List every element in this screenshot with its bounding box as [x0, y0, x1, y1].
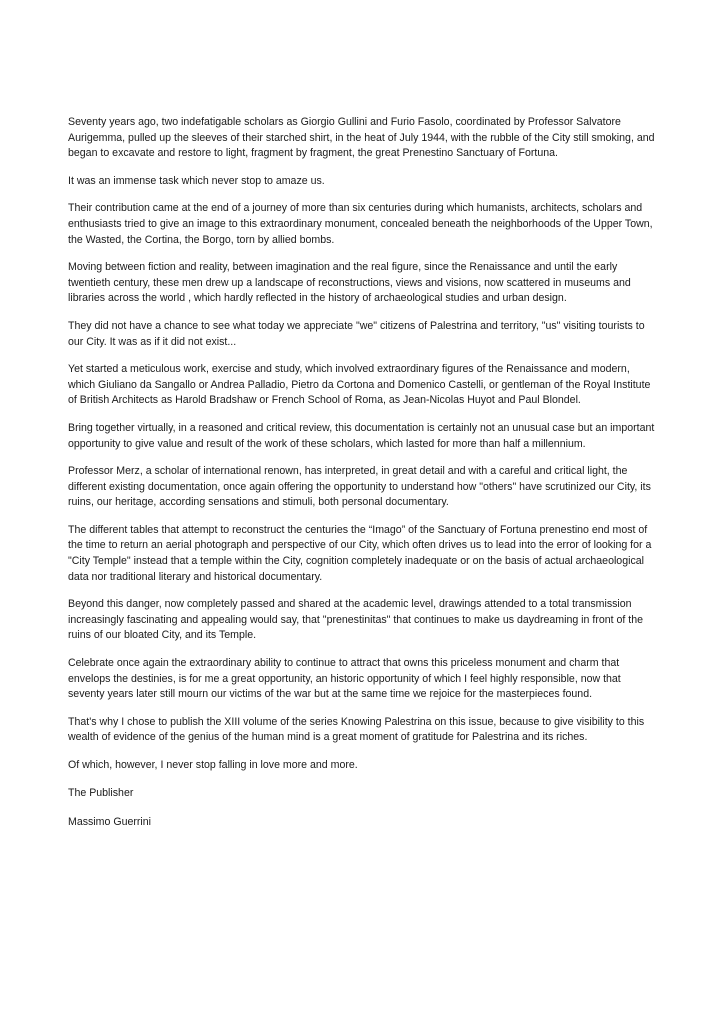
document-body: [68, 115, 656, 845]
paragraph-3: Their contribution came at the end of a journey of more than six centuries during which humanists, architects, scholars and enthusiasts tried to give an image to this extraordinary monument, concealed beneath the neighborhoods of the Upper Town, the Wasted, the Cortina, the Borgo, torn by allied bombs.: [68, 202, 653, 246]
paragraph-8: Professor Merz, a scholar of international renown, has interpreted, in great detail and with a careful and critical light, the different existing documentation, once again offering the opportunity to understand how "others" have scrutinized our City, its ruins, our heritage, according sensations and stimuli, both personal documentary.: [68, 465, 651, 509]
paragraph-13: Of which, however, I never stop falling in love more and more.: [68, 759, 358, 771]
paragraph-5: They did not have a chance to see what today we appreciate "we" citizens of Palestrina and territory, "us" visiting tourists to our City. It was as if it did not exist...: [68, 319, 645, 348]
paragraph-10: Beyond this danger, now completely passed and shared at the academic level, drawings attended to a total transmission increasingly fascinating and appealing would say, that "prenestinitas" that continues to make us daydreaming in front of the ruins of our bloated City, and its Temple.: [68, 598, 644, 642]
paragraph-4: Moving between fiction and reality, between imagination and the real figure, since the Renaissance and until the early twentieth century, these men drew up a landscape of reconstructions, views and visions, now scattered in museums and libraries across the world , which hardly reflected in the history of archaeological studies and urban design.: [68, 261, 631, 305]
author-name: Massimo Guerrini: [68, 816, 152, 829]
paragraph-6: Yet started a meticulous work, exercise and study, which involved extraordinary figures of the Renaissance and modern, which Giuliano da Sangallo or Andrea Palladio, Pietro da Cortona and Domenico Castelli, or gentleman of the Royal Institute of British Architects as Harold Bradshaw or French School of Roma, as Jean-Nicolas Huyot and Paul Blondel.: [68, 363, 651, 407]
paragraph-1: Seventy years ago, two indefatigable scholars as Giorgio Gullini and Furio Fasolo, coordinated by Professor Salvatore Aurigemma, pulled up the sleeves of their starched shirt, in the heat of July 1944, with the rubble of the City still smoking, and began to excavate and restore to light, fragment by fragment, the great Prenestino Sanctuary of Fortuna.: [68, 116, 655, 160]
signoff-line: The Publisher: [68, 786, 134, 799]
paragraph-7: Bring together virtually, in a reasoned and critical review, this documentation is certainly not an unusual case but an important opportunity to give value and result of the work of these scholars, which lasted for more than half a millennium.: [68, 421, 655, 450]
paragraph-11: Celebrate once again the extraordinary ability to continue to attract that owns this priceless monument and charm that envelops the destinies, is for me a great opportunity, an historic opportunity of which I feel highly responsible, now that seventy years later still mourn our victims of the war but at the same time we rejoice for the masterpieces found.: [68, 657, 621, 701]
paragraph-2: It was an immense task which never stop to amaze us.: [68, 174, 325, 187]
paragraph-12: That's why I chose to publish the XIII volume of the series Knowing Palestrina on this issue, because to give visibility to this wealth of evidence of the genius of the human mind is a great moment of gratitude for Palestrina and its riches.: [68, 715, 645, 744]
paragraph-9: The different tables that attempt to reconstruct the centuries the “Imago” of the Sanctuary of Fortuna prenestino end most of the time to return an aerial photograph and perspective of our City, which often drives us to lead into the error of looking for a "City Temple" instead that a temple within the City, cognition completely inadequate or on the basis of actual archaeological data nor traditional literary and historical documentary.: [68, 523, 652, 583]
